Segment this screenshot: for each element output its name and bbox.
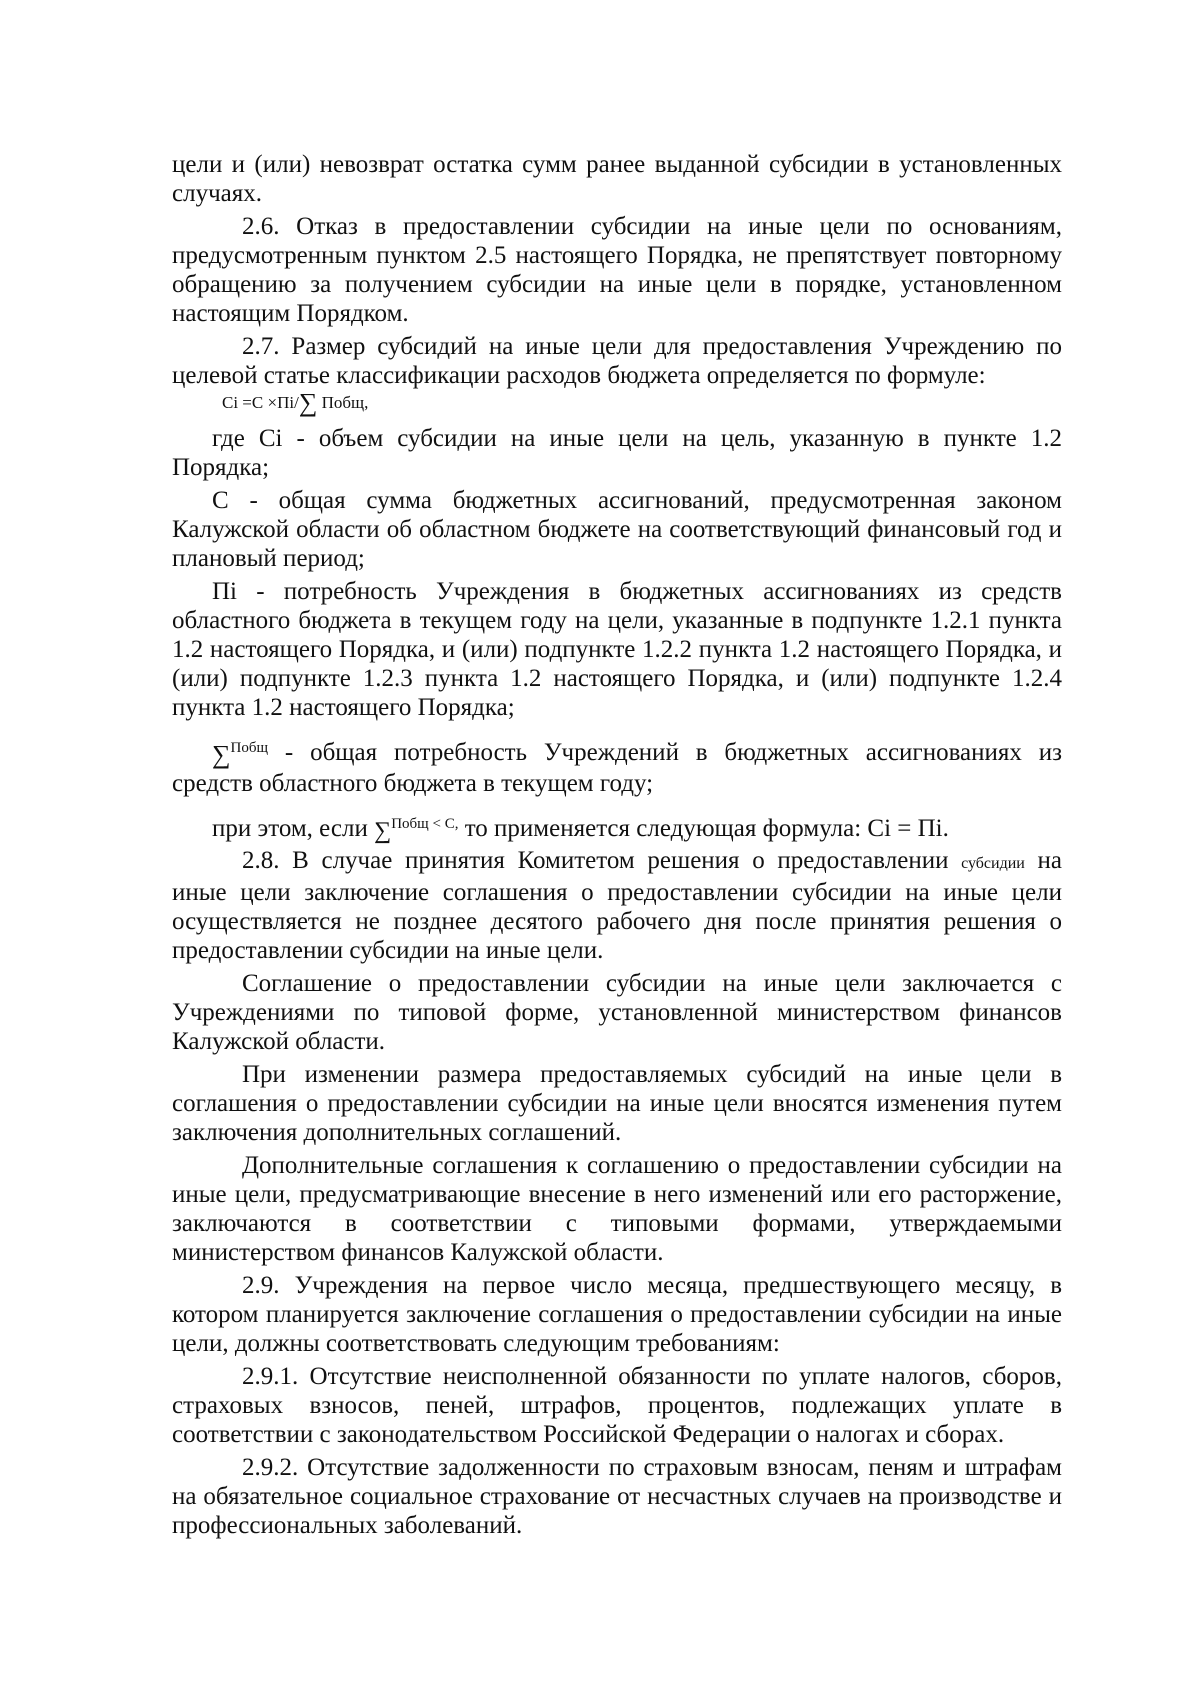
condition-start: при этом, если [212, 815, 375, 842]
condition-inequality: Побщ < C, [391, 816, 459, 832]
definition-pi: Пi - потребность Учреждения в бюджетных ассигнованиях из средств областного бюджета в текущем году на цели, указанные в подпункте 1.2.1 пункта 1.2 настоящего Порядка, и (или) подпункте 1.2.2 пункта 1.2 настоящего Порядка, и (или) подпункте 1.2.3 пункта 1.2 настоящего Порядка, и (или) подпункте 1.2.4 пункта 1.2 настоящего Порядка; [172, 578, 1062, 721]
p28-small-word: субсидии [961, 855, 1025, 872]
sigma-symbol: ∑ [374, 818, 392, 844]
formula-right: Побщ, [317, 393, 369, 412]
formula-left: Ci =C ×Пi/ [222, 393, 299, 412]
paragraph-2-9: 2.9. Учреждения на первое число месяца, предшествующего месяцу, в котором планируется заключение соглашения о предоставлении субсидии на иные цели, должны соответствовать следующим требованиям: [172, 1272, 1062, 1357]
paragraph-2-6: 2.6. Отказ в предоставлении субсидии на иные цели по основаниям, предусмотренным пунктом 2.5 настоящего Порядка, не препятствует повторному обращению за получением субсидии на иные цели в порядке, установленном настоящим Порядком. [172, 213, 1062, 327]
p28-end: на иные цели заключение соглашения о предоставлении субсидии на иные цели осуществляется не позднее десятого рабочего дня после принятия решения о предоставлении субсидии на иные цели. [172, 847, 1062, 964]
definition-sum-pobsh [172, 734, 1062, 798]
paragraph-1: цели и (или) невозврат остатка сумм ранее выданной субсидии в установленных случаях. [172, 151, 1062, 207]
definition-sum-text: - общая потребность Учреждений в бюджетных ассигнованиях из средств областного бюджета в текущем году; [172, 739, 1062, 797]
paragraph-agreement: Соглашение о предоставлении субсидии на иные цели заключается с Учреждениями по типовой форме, установленной министерством финансов Калужской области. [172, 970, 1062, 1055]
p28-start: 2.8. В случае принятия Комитетом решения о предоставлении [242, 847, 962, 874]
definition-c: С - общая сумма бюджетных ассигнований, предусмотренная законом Калужской области об областном бюджете на соответствующий финансовый год и плановый период; [172, 487, 1062, 572]
sigma-subscript: Побщ [230, 740, 269, 756]
paragraph-changes: При изменении размера предоставляемых субсидий на иные цели в соглашения о предоставлении субсидии на иные цели вносятся изменения путем заключения дополнительных соглашений. [172, 1061, 1062, 1146]
paragraph-2-7: 2.7. Размер субсидий на иные цели для предоставления Учреждению по целевой статье классификации расходов бюджета определяется по формуле: [172, 333, 1062, 389]
paragraph-2-9-2: 2.9.2. Отсутствие задолженности по страховым взносам, пеням и штрафам на обязательное социальное страхование от несчастных случаев на производстве и профессиональных заболеваний. [172, 1454, 1062, 1539]
paragraph-2-8 [172, 846, 1062, 965]
paragraph-additional-agreements: Дополнительные соглашения к соглашению о предоставлении субсидии на иные цели, предусматривающие внесение в него изменений или его расторжение, заключаются в соответствии с типовыми формами, утверждаемыми министерством финансов Калужской области. [172, 1152, 1062, 1266]
sigma-symbol: ∑ [212, 740, 231, 769]
sigma-symbol: ∑ [298, 388, 318, 417]
paragraph-2-9-1: 2.9.1. Отсутствие неисполненной обязанности по уплате налогов, сборов, страховых взносов, пеней, штрафов, процентов, подлежащих уплате в соответствии с законодательством Российской Федерации о налогах и сборах. [172, 1363, 1062, 1448]
formula-ci [172, 388, 1062, 417]
definition-ci: где Ci - объем субсидии на иные цели на цель, указанную в пункте 1.2 Порядка; [172, 425, 1062, 481]
condition-formula [172, 810, 1062, 846]
condition-end: то применяется следующая формула: Ci = Пi. [458, 815, 949, 842]
